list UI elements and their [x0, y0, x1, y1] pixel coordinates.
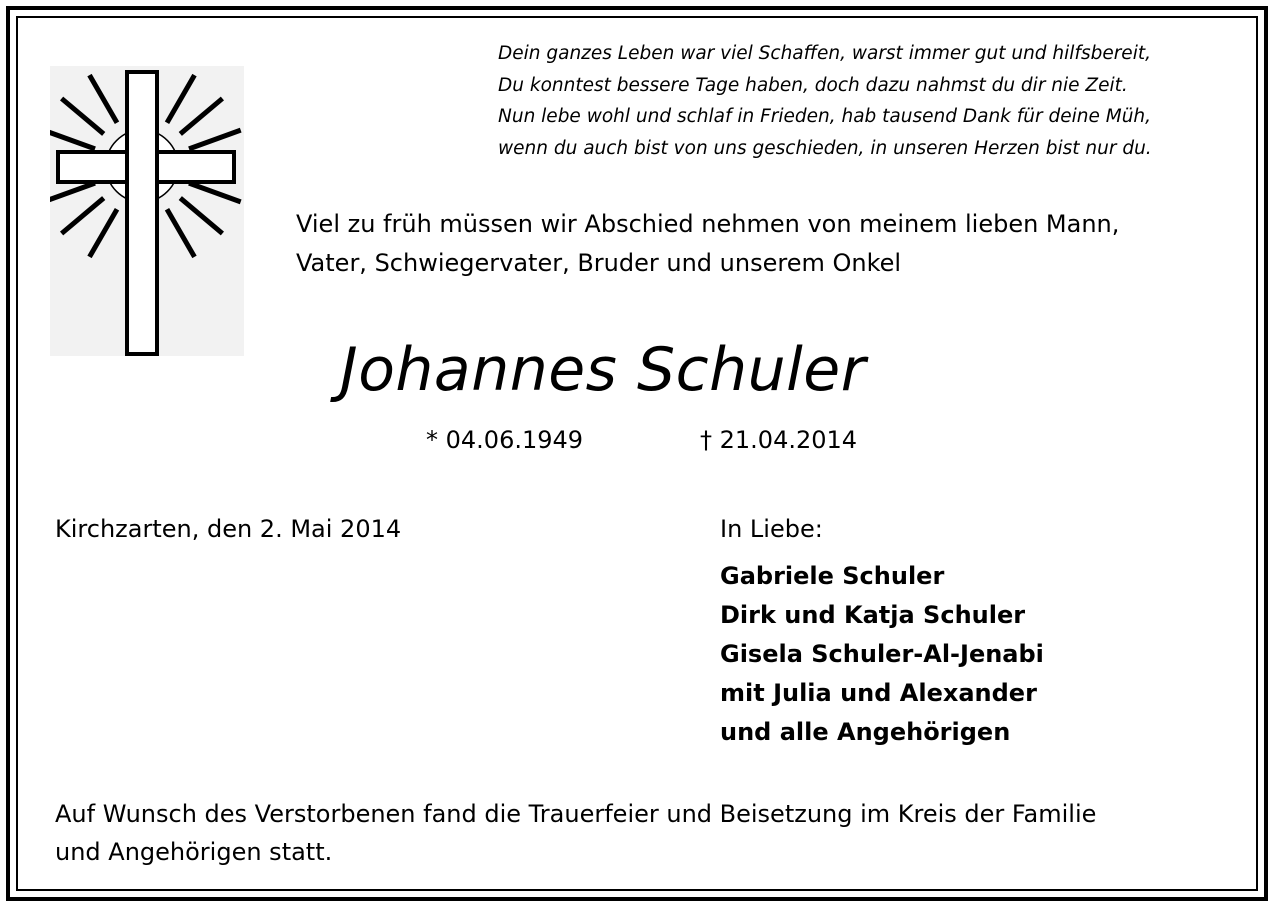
birth-date: * 04.06.1949: [426, 426, 584, 454]
deceased-name: Johannes Schuler: [340, 335, 866, 405]
mourners-list: [720, 557, 1044, 752]
mourner-name: Gabriele Schuler: [720, 562, 945, 590]
in-love-label: In Liebe:: [720, 515, 823, 543]
notice-line: und Angehörigen statt.: [55, 838, 333, 866]
intro-line: Vater, Schwiegervater, Bruder und unserem Onkel: [296, 249, 902, 277]
funeral-notice: [55, 795, 1255, 871]
mourner-name: Gisela Schuler-Al-Jenabi: [720, 640, 1044, 668]
death-date: † 21.04.2014: [700, 426, 858, 454]
place-and-date: Kirchzarten, den 2. Mai 2014: [55, 515, 402, 543]
poem-line: Du konntest bessere Tage haben, doch dazu nahmst du dir nie Zeit.: [498, 74, 1128, 96]
mourner-name: und alle Angehörigen: [720, 718, 1011, 746]
intro-text: [296, 205, 1256, 283]
cross-with-rays-icon: [50, 66, 244, 356]
mourner-name: Dirk und Katja Schuler: [720, 601, 1026, 629]
poem-line: Nun lebe wohl und schlaf in Frieden, hab tausend Dank für deine Müh,: [498, 106, 1152, 127]
notice-line: Auf Wunsch des Verstorbenen fand die Trauerfeier und Beisetzung im Kreis der Familie: [55, 800, 1097, 828]
poem-line: wenn du auch bist von uns geschieden, in unseren Herzen bist nur du.: [498, 137, 1152, 159]
poem: [498, 38, 1258, 164]
intro-line: Viel zu früh müssen wir Abschied nehmen von meinem lieben Mann,: [296, 210, 1120, 238]
mourner-name: mit Julia und Alexander: [720, 679, 1037, 707]
poem-line: Dein ganzes Leben war viel Schaffen, warst immer gut und hilfsbereit,: [498, 43, 1151, 64]
